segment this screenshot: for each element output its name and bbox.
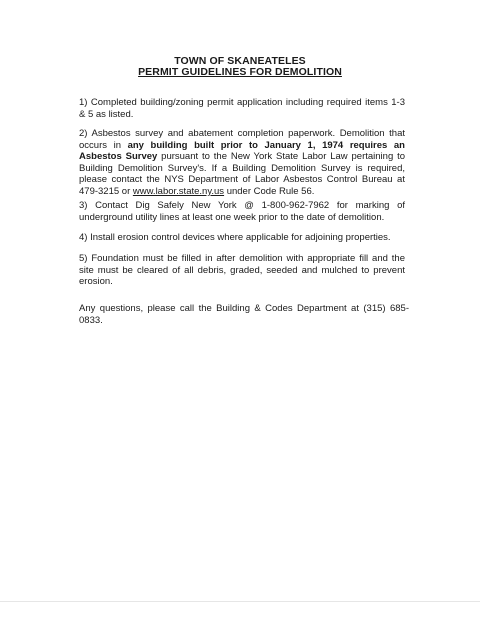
guideline-item-5: 5) Foundation must be filled in after demolition with appropriate fill and the site must be cleared of all debris, graded, seeded and mulched to prevent erosion. [79, 253, 405, 288]
guideline-item-2 [79, 128, 405, 198]
guideline-item-2-text-a: 2) Asbestos survey and abatement completion paperwork. Demolition that occurs in [79, 128, 405, 151]
guideline-item-2-text-b: pursuant to the New York State Labor Law pertaining to Building Demolition Survey's. If a Building Demolition Survey is required, please contact the NYS Department of Labor Asbestos Control Bureau at 479-3215 or [79, 151, 405, 197]
guideline-item-2-bold: any building built prior to January 1, 1974 requires an Asbestos Survey [79, 139, 405, 163]
guideline-item-2-text-c: under Code Rule 56. [224, 185, 315, 197]
scan-edge-line [0, 601, 480, 602]
guideline-item-3: 3) Contact Dig Safely New York @ 1-800-962-7962 for marking of underground utility lines at least one week prior to the date of demolition. [79, 200, 405, 223]
document-title: TOWN OF SKANEATELES [174, 55, 306, 67]
guideline-item-4: 4) Install erosion control devices where applicable for adjoining properties. [79, 232, 391, 243]
document-subtitle: PERMIT GUIDELINES FOR DEMOLITION [138, 66, 342, 78]
labor-website-link[interactable]: www.labor.state.ny.us [132, 185, 225, 197]
questions-contact: Any questions, please call the Building & Codes Department at (315) 685-0833. [79, 303, 409, 326]
guideline-item-1: 1) Completed building/zoning permit application including required items 1-3 & 5 as listed. [79, 97, 405, 120]
